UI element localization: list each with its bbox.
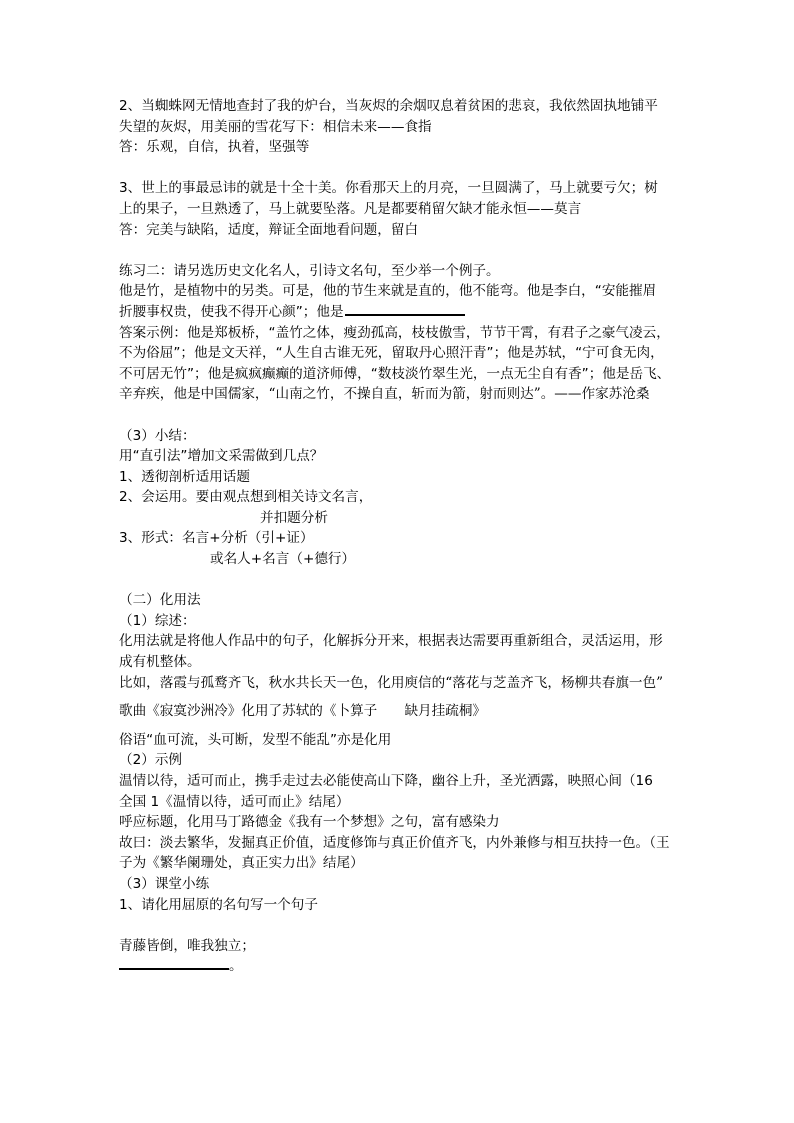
document-page [119, 96, 679, 977]
subsection-heading: （3）课堂小练 [119, 875, 210, 892]
list-item: 1、透彻剖析适用话题 [119, 468, 250, 485]
quote-segment: “山南之竹，不操自直，斩而为箭，射而则达”。——作家苏沧桑 [268, 386, 650, 403]
text-line: 2、当蜘蛛网无情地查封了我的炉台，当灰烬的余烟叹息着贫困的悲哀，我依然固执地铺平 [119, 98, 658, 114]
text-line: 故曰：淡去繁华，发掘真正价值，适度修饰与真正价值齐飞，内外兼修与相互扶持一色。（王 [119, 834, 670, 851]
exercise-prompt: 1、请化用屈原的名句写一个句子 [119, 896, 318, 913]
answer-line: 答：完美与缺陷，适度，辩证全面地看问题，留白 [119, 221, 419, 238]
text-segment: 辛弃疾，他是中国儒家， [119, 386, 269, 403]
subsection-heading: （1）综述： [119, 612, 196, 629]
text-line: 不为俗屈”；他是文天祥，“人生自古谁无死，留取丹心照汗青”；他是苏轼，“宁可食无肉， [119, 345, 664, 362]
text-line: 化用法就是将他人作品中的句子，化解拆分开来，根据表达需要再重新组合，灵活运用，形 [119, 633, 663, 650]
text-line: 成有机整体。 [119, 654, 201, 671]
text-line: 温情以待，适可而止，携手走过去必能使高山下降，幽谷上升，圣光洒露，映照心间（16 [119, 773, 653, 789]
text-line: 歌曲《寂寞沙洲冷》化用了苏轼的《卜算子 缺月挂疏桐》 [119, 703, 487, 720]
text-line: 俗语“血可流，头可断，发型不能乱”亦是化用 [119, 731, 392, 748]
answer-line: 答：乐观，自信，执着，坚强等 [119, 139, 310, 156]
text-line: 答案示例：他是郑板桥，“盖竹之体，瘦劲孤高，枝枝傲雪，节节干霄，有君子之豪气凌云， [119, 324, 670, 341]
section-heading: （3）小结： [119, 427, 196, 444]
text-line [119, 384, 679, 405]
list-item: 3、形式：名言+分析（引+证） [119, 530, 314, 547]
subsection-heading: （2）示例 [119, 752, 183, 769]
text-line-with-blank [119, 956, 679, 977]
text-line: 不可居无竹”；他是疯疯癫癫的道济师傅，“数枝淡竹翠生光，一点无尘自有香”；他是岳飞、 [119, 365, 671, 382]
fill-in-blank [119, 959, 229, 970]
text-line: 用“直引法”增加文采需做到几点？ [119, 448, 324, 465]
list-item: 2、会运用。要由观点想到相关诗文名言， [119, 489, 373, 506]
text-line: 全国 1《温情以待，适可而止》结尾） [119, 793, 350, 810]
text-line: 他是竹，是植物中的另类。可是，他的节生来就是直的，他不能弯。他是李白，“安能摧眉 [119, 283, 657, 300]
text-segment: 折腰事权贵，使我不得开心颜”；他是 [119, 303, 344, 320]
text-line: 呼应标题，化用马丁路德金《我有一个梦想》之句，富有感染力 [119, 814, 500, 831]
section-heading: （二）化用法 [119, 592, 201, 609]
quote-segment: “落花与芝盖齐飞，杨柳共春旗一色” [445, 674, 664, 691]
text-line: 青藤皆倒，唯我独立； [119, 937, 255, 954]
text-segment: 。 [229, 958, 243, 975]
text-line: 上的果子，一旦熟透了，马上就要坠落。凡是都要稍留欠缺才能永恒——莫言 [119, 200, 582, 217]
text-line: 失望的灰烬，用美丽的雪花写下：相信未来——食指 [119, 118, 432, 135]
text-line [119, 673, 679, 694]
text-line-with-blank [119, 302, 679, 323]
text-segment: 比如，落霞与孤鹜齐飞，秋水共长天一色，化用庾信的 [119, 674, 446, 691]
list-item-continuation: 并扣题分析 [260, 509, 328, 526]
exercise-heading: 练习二：请另选历史文化名人，引诗文名句，至少举一个例子。 [119, 262, 500, 279]
text-line: 3、世上的事最忌讳的就是十全十美。你看那天上的月亮，一旦圆满了，马上就要亏欠；树 [119, 180, 658, 197]
text-line: 子为《繁华阑珊处，真正实力出》结尾） [119, 855, 364, 872]
fill-in-blank [345, 303, 465, 316]
list-item-continuation: 或名人+名言（+德行） [210, 551, 356, 568]
